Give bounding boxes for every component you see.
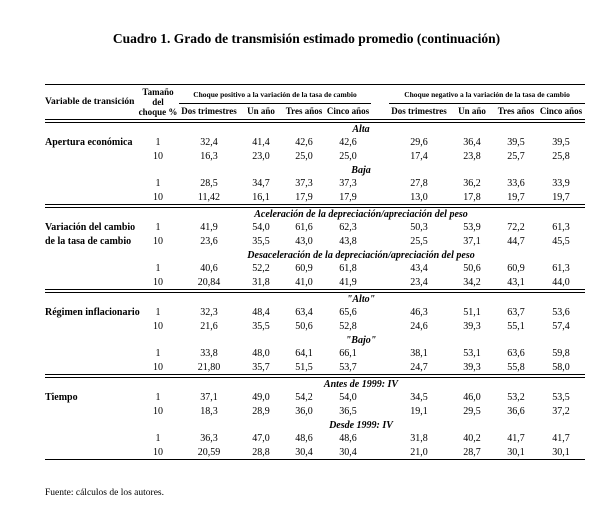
value-cell: 63,4 [295,307,313,318]
value-cell: 55,8 [507,361,525,373]
value-cell: 63,7 [507,307,525,318]
gap-cell [371,150,389,164]
table-row [45,347,585,361]
value-cell: 30,4 [295,446,313,458]
value-cell: 28,8 [252,446,270,458]
section-label: Apertura económica [45,137,133,148]
col-header-period: Cinco años [539,106,583,117]
value-cell: 50,6 [295,321,313,332]
value-cell: 27,8 [410,178,428,189]
col-header-period: Tres años [497,106,535,117]
col-header-period: Un año [458,106,486,117]
value-cell: 17,9 [339,191,357,203]
shock-size-cell: 10 [153,446,163,458]
value-cell: 44,0 [552,276,570,288]
value-cell: 51,5 [295,361,313,373]
value-cell: 46,0 [463,392,481,403]
value-cell: 45,5 [552,236,570,247]
col-header-period: Cinco años [326,106,370,117]
value-cell: 72,2 [507,222,525,233]
value-cell: 33,8 [200,348,218,359]
shock-size-cell: 1 [155,433,161,444]
shock-size-cell: 10 [153,236,163,247]
value-cell: 36,0 [295,406,313,417]
value-cell: 25,0 [339,151,357,162]
value-cell: 61,3 [552,263,570,274]
value-cell: 19,1 [410,406,428,417]
value-cell: 39,3 [463,361,481,373]
value-cell: 36,2 [463,178,481,189]
value-cell: 39,5 [507,137,525,148]
value-cell: 36,4 [463,137,481,148]
value-cell: 50,3 [410,222,428,233]
shock-size-cell: 10 [153,191,163,203]
value-cell: 58,0 [552,361,570,373]
col-header-period: Dos trimestres [181,106,237,117]
value-cell: 62,3 [339,222,357,233]
bottom-rule [45,460,585,461]
value-cell: 36,5 [339,406,357,417]
value-cell: 34,2 [463,276,481,288]
table-title: Cuadro 1. Grado de transmisión estimado promedio (continuación) [112,31,501,46]
value-cell: 52,8 [339,321,357,332]
value-cell: 30,1 [552,446,570,458]
section-label: de la tasa de cambio [45,236,132,247]
value-cell: 24,7 [410,361,428,373]
shock-size-cell: 10 [153,361,163,373]
shock-size-cell: 10 [153,406,163,417]
table-row [45,405,585,419]
gap-cell [371,391,389,405]
shock-size-cell: 10 [153,276,163,288]
value-cell: 24,6 [410,321,428,332]
source-note: Fuente: cálculos de los autores. [45,488,164,498]
shock-size-cell: 1 [155,137,161,148]
value-cell: 54,0 [339,392,357,403]
gap-cell [371,177,389,191]
value-cell: 19,7 [552,191,570,203]
table-row [45,221,585,235]
gap-cell [371,85,389,104]
value-cell: 64,1 [295,348,313,359]
group-header-negative-shock: Choque negativo a la variación de la tasa de cambio [389,85,585,104]
value-cell: 21,80 [197,361,221,373]
value-cell: 39,5 [552,137,570,148]
value-cell: 48,6 [295,433,313,444]
shock-size-cell: 1 [155,263,161,274]
section-label [45,405,137,419]
subsection-header-row [45,208,585,221]
value-cell: 28,5 [200,178,218,189]
value-cell: 25,8 [552,151,570,162]
value-cell: 51,1 [463,307,481,318]
value-cell: 34,5 [410,392,428,403]
value-cell: 41,0 [295,276,313,288]
value-cell: 61,3 [552,222,570,233]
section-label [45,320,137,334]
value-cell: 20,84 [197,276,221,288]
value-cell: 35,7 [252,361,270,373]
value-cell: 13,0 [410,191,428,203]
gap-cell [371,103,389,119]
value-cell: 41,7 [507,433,525,444]
value-cell: 37,1 [463,236,481,247]
value-cell: 30,1 [507,446,525,458]
gap-cell [371,320,389,334]
value-cell: 36,3 [200,433,218,444]
value-cell: 36,6 [507,406,525,417]
gap-cell [371,432,389,446]
gap-cell [45,293,137,306]
subsection-label: Baja [351,164,371,176]
gap-cell [371,262,389,276]
subsection-label: Desaceleración de la depreciación/apreciación del peso [247,249,475,261]
value-cell: 23,8 [463,151,481,162]
value-cell: 18,3 [200,406,218,417]
value-cell: 35,5 [252,236,270,247]
gap-cell [45,123,137,136]
value-cell: 25,0 [295,151,313,162]
value-cell: 17,9 [295,191,313,203]
value-cell: 34,7 [252,178,270,189]
value-cell: 54,0 [252,222,270,233]
group-header-row [45,85,585,104]
value-cell: 37,1 [200,392,218,403]
gap-cell [371,136,389,150]
value-cell: 43,0 [295,236,313,247]
col-header-period: Tres años [285,106,323,117]
value-cell: 57,4 [552,321,570,332]
table-row [45,306,585,320]
value-cell: 55,1 [507,321,525,332]
table-row [45,446,585,460]
value-cell: 46,3 [410,307,428,318]
shock-size-cell: 1 [155,222,161,233]
gap-cell [45,164,137,177]
value-cell: 49,0 [252,392,270,403]
subsection-label: Antes de 1999: IV [323,378,399,390]
value-cell: 16,3 [200,151,218,162]
shock-size-cell: 1 [155,392,161,403]
group-header-positive-shock: Choque positivo a la variación de la tasa de cambio [179,85,371,104]
value-cell: 41,9 [339,276,357,288]
section-label [45,347,137,361]
table-row [45,177,585,191]
gap-cell [45,378,137,391]
section-label [45,276,137,290]
subsection-header-row [45,123,585,136]
value-cell: 41,7 [552,433,570,444]
gap-cell [371,347,389,361]
subsection-label: Desde 1999: IV [329,419,393,431]
subsection-header-row [45,419,585,432]
gap-cell [45,249,137,262]
table-row [45,191,585,205]
value-cell: 20,59 [197,446,221,458]
col-header-period: Un año [247,106,275,117]
value-cell: 29,6 [410,137,428,148]
value-cell: 40,2 [463,433,481,444]
subsection-header-row [45,249,585,262]
value-cell: 53,9 [463,222,481,233]
value-cell: 23,0 [252,151,270,162]
value-cell: 31,8 [410,433,428,444]
value-cell: 29,5 [463,406,481,417]
value-cell: 28,7 [463,446,481,458]
value-cell: 40,6 [200,263,218,274]
subsection-header-row [45,378,585,391]
value-cell: 17,8 [463,191,481,203]
value-cell: 21,0 [410,446,428,458]
value-cell: 48,6 [339,433,357,444]
col-header-variable: Variable de transición [45,97,135,107]
gap-cell [371,405,389,419]
gap-cell [45,208,137,221]
value-cell: 28,9 [252,406,270,417]
value-cell: 48,0 [252,348,270,359]
value-cell: 53,6 [552,307,570,318]
subsection-header-row [45,293,585,306]
value-cell: 30,4 [339,446,357,458]
gap-cell [45,419,137,432]
value-cell: 25,7 [507,151,525,162]
subsection-label: Alta [352,123,370,135]
value-cell: 41,9 [200,222,218,233]
table-row [45,391,585,405]
gap-cell [45,334,137,347]
shock-size-cell: 1 [155,348,161,359]
shock-size-cell: 10 [153,321,163,332]
value-cell: 54,2 [295,392,313,403]
section-label [45,150,137,164]
value-cell: 53,5 [552,392,570,403]
section-label [45,432,137,446]
value-cell: 53,7 [339,361,357,373]
subsection-header-row [45,164,585,177]
value-cell: 53,2 [507,392,525,403]
section-label: Tiempo [45,392,78,403]
value-cell: 37,2 [552,406,570,417]
subsection-label: "Alto" [346,293,376,305]
section-label [45,262,137,276]
section-label [45,446,137,460]
table-row [45,320,585,334]
table-row [45,276,585,290]
table-row [45,150,585,164]
value-cell: 42,6 [295,137,313,148]
gap-cell [371,276,389,290]
value-cell: 52,2 [252,263,270,274]
col-header-shock-size: Tamaño del choque % [138,87,178,117]
section-label [45,361,137,375]
value-cell: 53,1 [463,348,481,359]
value-cell: 44,7 [507,236,525,247]
value-cell: 43,4 [410,263,428,274]
value-cell: 37,3 [339,178,357,189]
value-cell: 59,8 [552,348,570,359]
value-cell: 21,6 [200,321,218,332]
value-cell: 61,8 [339,263,357,274]
value-cell: 33,6 [507,178,525,189]
value-cell: 32,4 [200,137,218,148]
value-cell: 60,9 [507,263,525,274]
gap-cell [371,235,389,249]
value-cell: 43,8 [339,236,357,247]
section-label [45,191,137,205]
col-header-period: Dos trimestres [391,106,447,117]
value-cell: 31,8 [252,276,270,288]
value-cell: 16,1 [252,191,270,203]
value-cell: 50,6 [463,263,481,274]
section-label: Variación del cambio [45,222,136,233]
subsection-header-row [45,334,585,347]
value-cell: 17,4 [410,151,428,162]
table-row [45,235,585,249]
value-cell: 23,6 [200,236,218,247]
value-cell: 19,7 [507,191,525,203]
table-row [45,262,585,276]
value-cell: 33,9 [552,178,570,189]
gap-cell [371,306,389,320]
value-cell: 32,3 [200,307,218,318]
shock-size-cell: 1 [155,178,161,189]
table-row [45,136,585,150]
value-cell: 60,9 [295,263,313,274]
value-cell: 61,6 [295,222,313,233]
gap-cell [371,361,389,375]
value-cell: 66,1 [339,348,357,359]
transmission-table [45,84,585,460]
section-label: Régimen inflacionario [45,307,140,318]
value-cell: 37,3 [295,178,313,189]
shock-size-cell: 1 [155,307,161,318]
value-cell: 47,0 [252,433,270,444]
value-cell: 39,3 [463,321,481,332]
gap-cell [371,221,389,235]
value-cell: 23,4 [410,276,428,288]
value-cell: 41,4 [252,137,270,148]
gap-cell [371,446,389,460]
value-cell: 43,1 [507,276,525,288]
table-row [45,432,585,446]
value-cell: 38,1 [410,348,428,359]
subsection-label: Aceleración de la depreciación/apreciación del peso [254,208,468,220]
value-cell: 63,6 [507,348,525,359]
value-cell: 11,42 [197,191,221,203]
shock-size-cell: 10 [153,151,163,162]
value-cell: 42,6 [339,137,357,148]
gap-cell [371,191,389,205]
value-cell: 48,4 [252,307,270,318]
value-cell: 65,6 [339,307,357,318]
value-cell: 35,5 [252,321,270,332]
subsection-label: "Bajo" [345,334,377,346]
table-row [45,361,585,375]
value-cell: 25,5 [410,236,428,247]
section-label [45,177,137,191]
